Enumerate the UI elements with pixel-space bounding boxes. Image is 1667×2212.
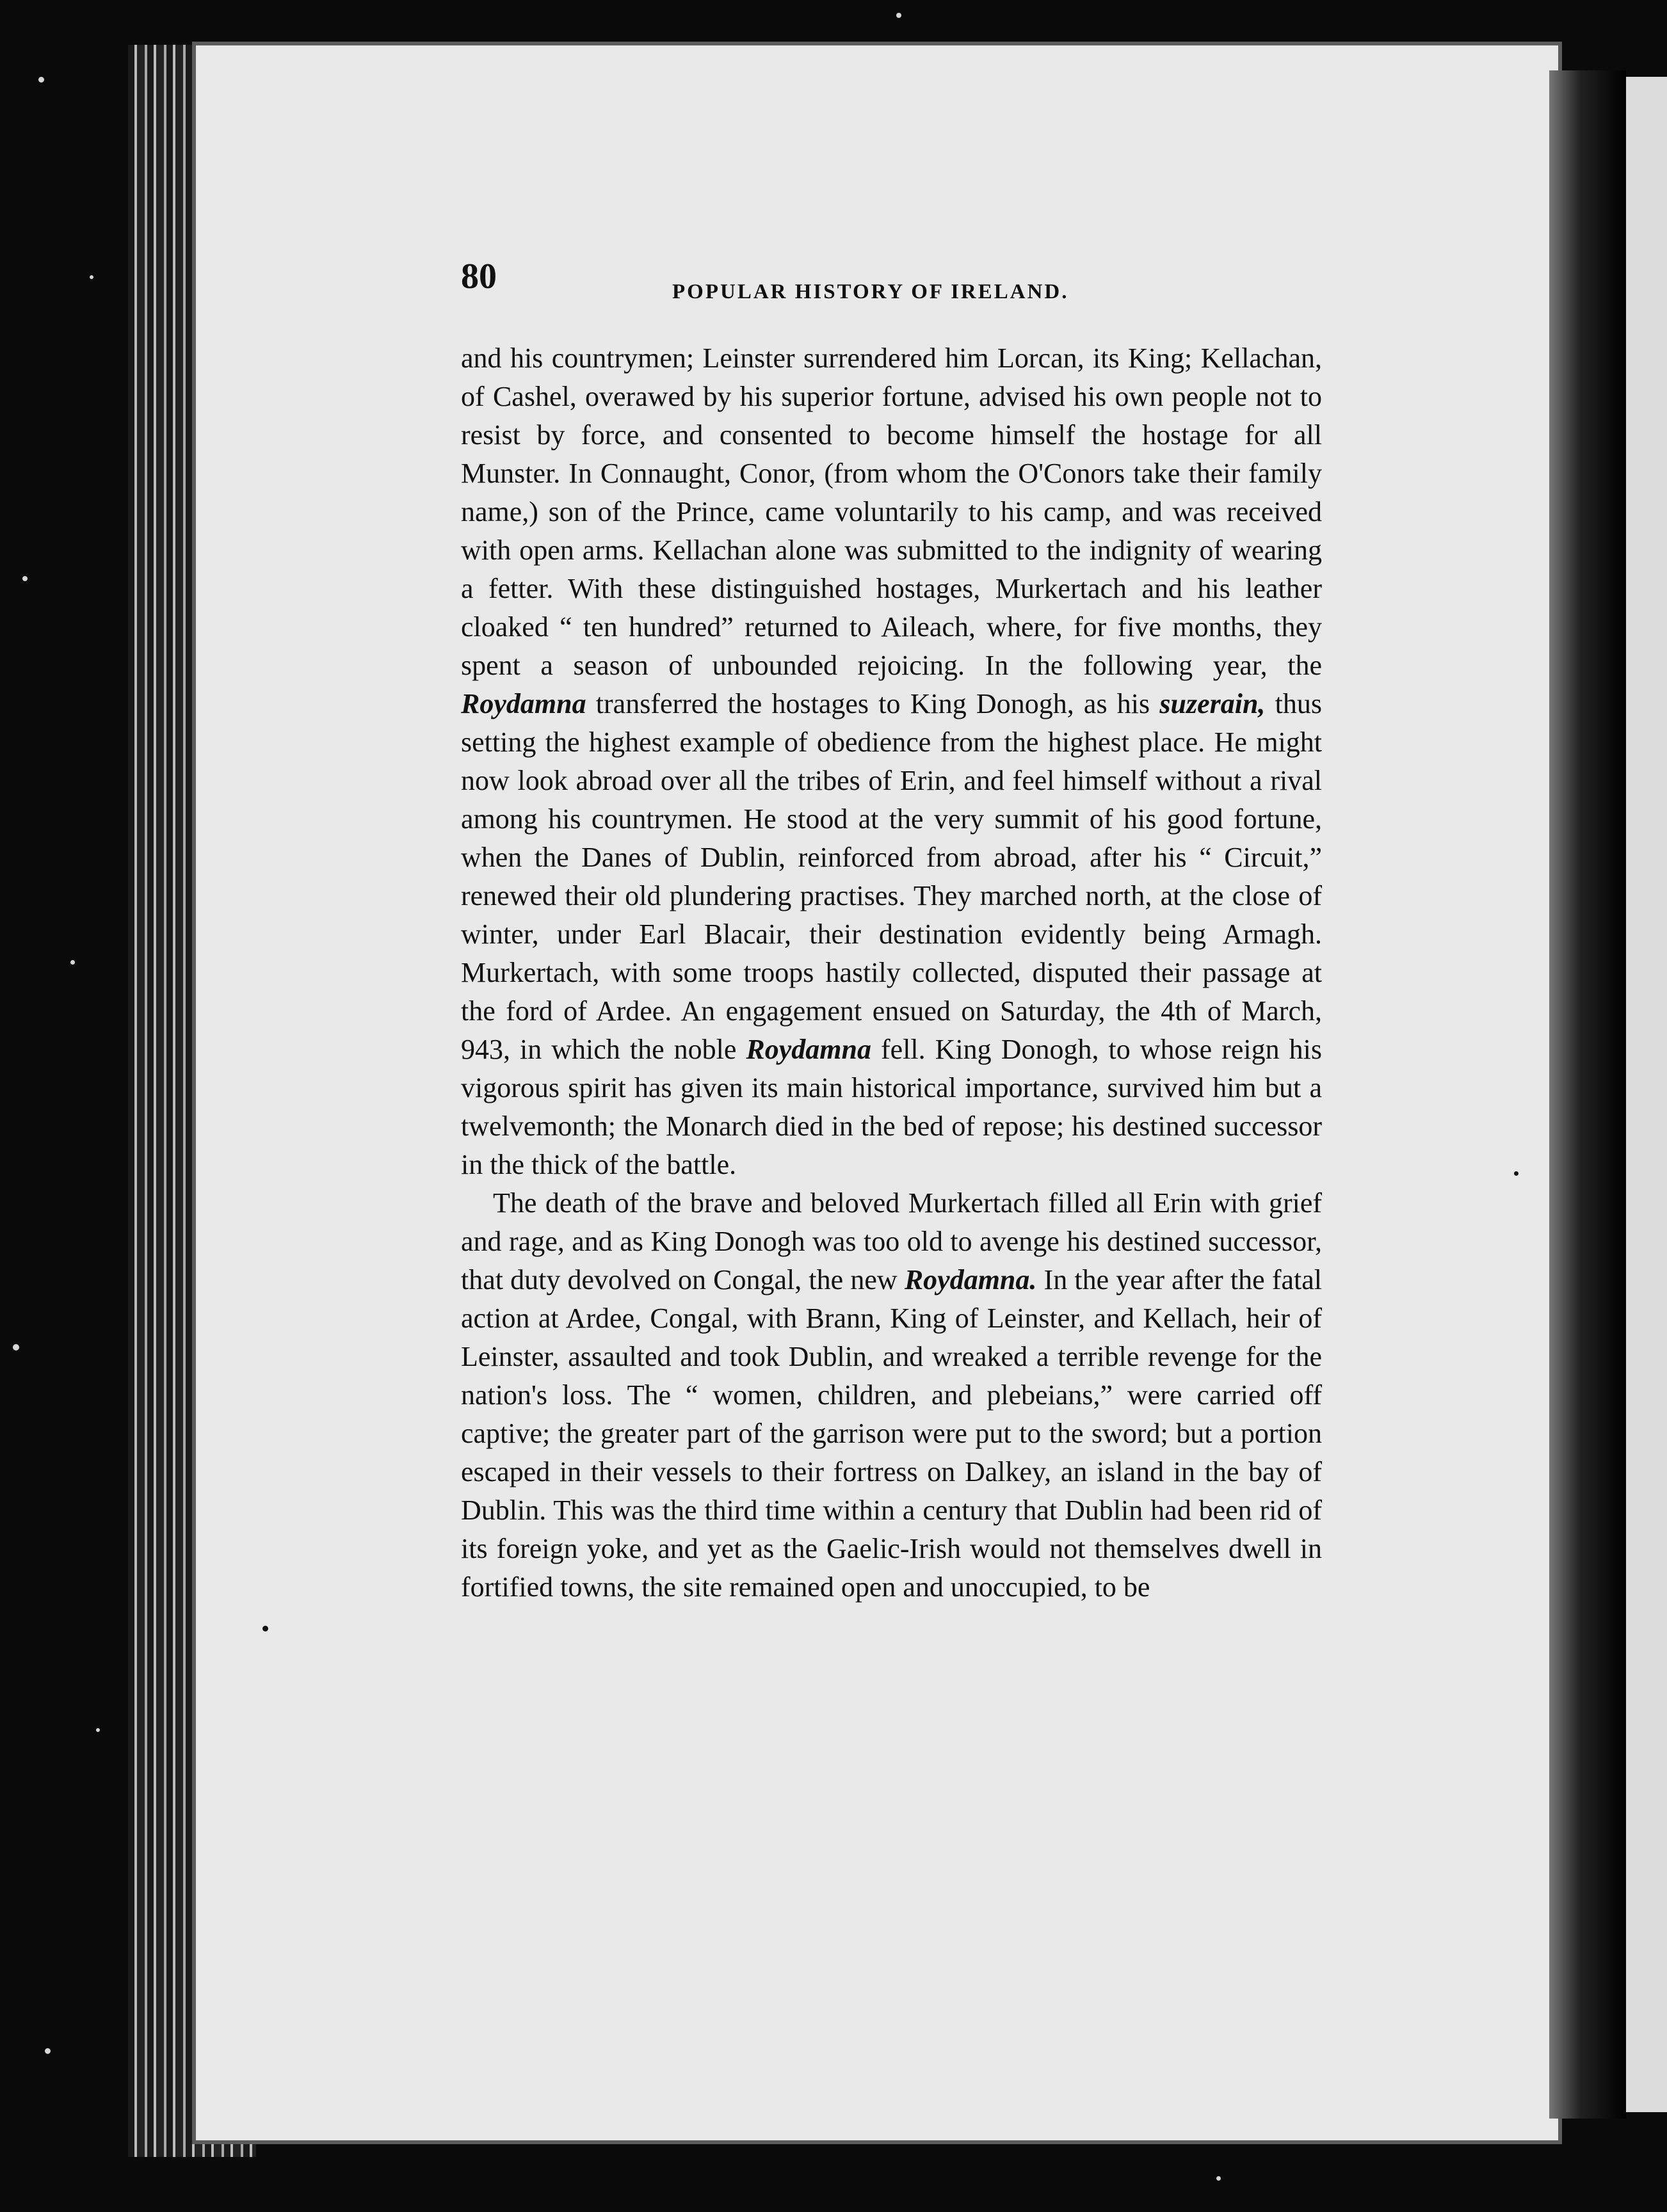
running-title: POPULAR HISTORY OF IRELAND.: [672, 280, 1069, 303]
emphasis-roydamna: Roydamna: [461, 688, 586, 719]
body-text: [461, 339, 1322, 1607]
page-header: [461, 256, 1178, 307]
ink-dot: [262, 1626, 268, 1631]
paragraph-1: and his countrymen; Leinster surrendered him Lorcan, its King; Kellachan, of Cashel, overawed by his superior fortune, advised his own people not to resist by force, and consented to become himself the hostage for all Munster. In Connaught, Conor, (from whom the O'Conors take their family name,) son of the Prince, came voluntarily to his camp, and was received with open arms. Kellachan alone was submitted to the indignity of wearing a fetter. With these distinguished hostages, Murkertach and his leather cloaked “ ten hundred” returned to Aileach, where, for five months, they spent a season of unbounded rejoicing. In the following year, the Roydamna transferred the hostages to King Donogh, as his suzerain, thus setting the highest example of obedience from the highest place. He might now look abroad over all the tribes of Erin, and feel himself without a rival among his countrymen. He stood at the very summit of his good fortune, when the Danes of Dublin, reinforced from abroad, after his “ Circuit,” renewed their old plundering practises. They marched north, at the close of winter, under Earl Blacair, their destination evidently being Armagh. Murkertach, with some troops hastily collected, disputed their passage at the ford of Ardee. An engagement ensued on Saturday, the 4th of March, 943, in which the noble Roydamna fell. King Donogh, to whose reign his vigorous spirit has given its main historical importance, survived him but a twelvemonth; the Monarch died in the bed of repose; his destined successor in the thick of the battle.: [461, 342, 1323, 1180]
emphasis-roydamna: Roydamna.: [904, 1264, 1037, 1295]
gutter-shadow: [1549, 70, 1626, 2119]
emphasis-roydamna: Roydamna: [746, 1034, 871, 1065]
ink-dot: [1514, 1171, 1518, 1176]
emphasis-suzerain: suzerain,: [1159, 688, 1266, 719]
facing-page-edge: [1626, 77, 1667, 2112]
paragraph-2: The death of the brave and beloved Murkertach filled all Erin with grief and rage, and as King Donogh was too old to avenge his destined successor, that duty devolved on Congal, the new Roydamna. In the year after the fatal action at Ardee, Congal, with Brann, King of Leinster, and Kellach, heir of Leinster, assaulted and took Dublin, and wreaked a terrible revenge for the nation's loss. The “ women, children, and plebeians,” were carried off captive; the greater part of the garrison were put to the sword; but a portion escaped in their vessels to their fortress on Dalkey, an island in the bay of Dublin. This was the third time within a century that Dublin had been rid of its foreign yoke, and yet as the Gaelic-Irish would not themselves dwell in fortified towns, the site remained open and unoccupied, to be: [461, 1187, 1322, 1603]
page-number: 80: [461, 257, 497, 296]
